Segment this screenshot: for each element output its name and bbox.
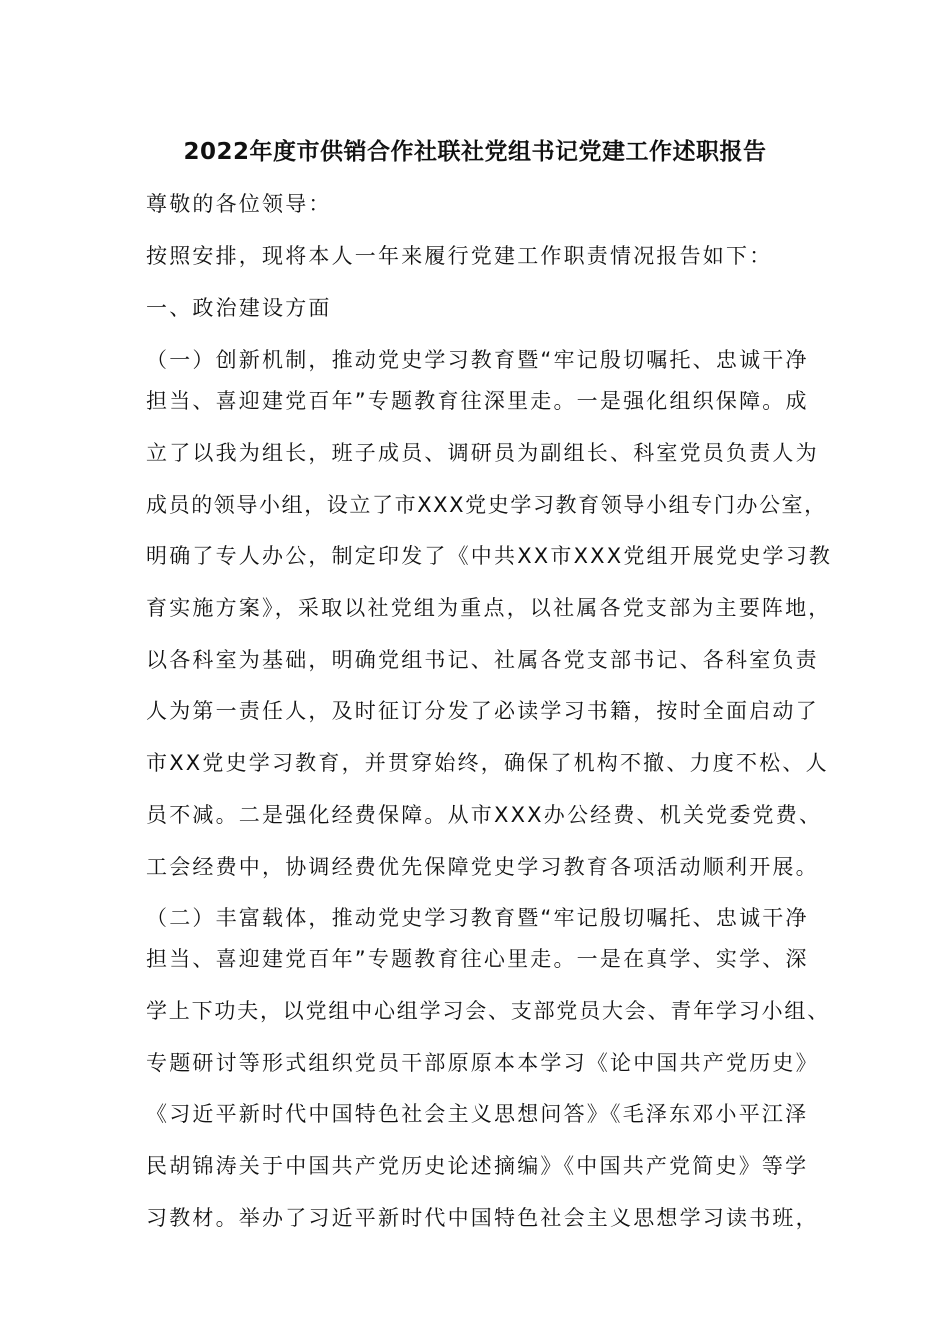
document-title: 2022年度市供销合作社联社党组书记党建工作述职报告	[183, 139, 767, 165]
body-line: 人为第一责任人，及时征订分发了必读学习书籍，按时全面启动了	[146, 699, 819, 723]
body-line: 专题研讨等形式组织党员干部原原本本学习《论中国共产党历史》	[146, 1051, 819, 1075]
body-line: 市XX党史学习教育，并贯穿始终，确保了机构不撤、力度不松、人	[146, 751, 829, 775]
body-line: 明确了专人办公，制定印发了《中共XX市XXX党组开展党史学习教	[146, 544, 833, 568]
body-line: 成员的领导小组，设立了市XXX党史学习教育领导小组专门办公室，	[146, 493, 827, 517]
body-line: 育实施方案》，采取以社党组为重点，以社属各党支部为主要阵地，	[146, 596, 832, 620]
body-line: 立了以我为组长，班子成员、调研员为副组长、科室党员负责人为	[146, 441, 819, 465]
body-line: 《习近平新时代中国特色社会主义思想问答》《毛泽东邓小平江泽	[146, 1102, 809, 1126]
section-heading: 一、政治建设方面	[146, 296, 332, 320]
body-line: （一）创新机制，推动党史学习教育暨“牢记殷切嘱托、忠诚干净	[146, 348, 809, 372]
body-line: 以各科室为基础，明确党组书记、社属各党支部书记、各科室负责	[146, 648, 819, 672]
body-line: 工会经费中，协调经费优先保障党史学习教育各项活动顺利开展。	[146, 855, 819, 879]
body-line: 习教材。举办了习近平新时代中国特色社会主义思想学习读书班，	[146, 1206, 819, 1230]
body-line: 员不减。二是强化经费保障。从市XXX办公经费、机关党委党费、	[146, 803, 823, 827]
salutation: 尊敬的各位领导：	[146, 192, 332, 216]
intro-line: 按照安排，现将本人一年来履行党建工作职责情况报告如下：	[146, 244, 773, 268]
body-line: 学上下功夫，以党组中心组学习会、支部党员大会、青年学习小组、	[146, 999, 830, 1023]
body-line: （二）丰富载体，推动党史学习教育暨“牢记殷切嘱托、忠诚干净	[146, 906, 809, 930]
body-line: 民胡锦涛关于中国共产党历史论述摘编》《中国共产党简史》等学	[146, 1154, 809, 1178]
body-line: 担当、喜迎建党百年”专题教育往深里走。一是强化组织保障。成	[146, 389, 809, 413]
body-line: 担当、喜迎建党百年”专题教育往心里走。一是在真学、实学、深	[146, 947, 809, 971]
